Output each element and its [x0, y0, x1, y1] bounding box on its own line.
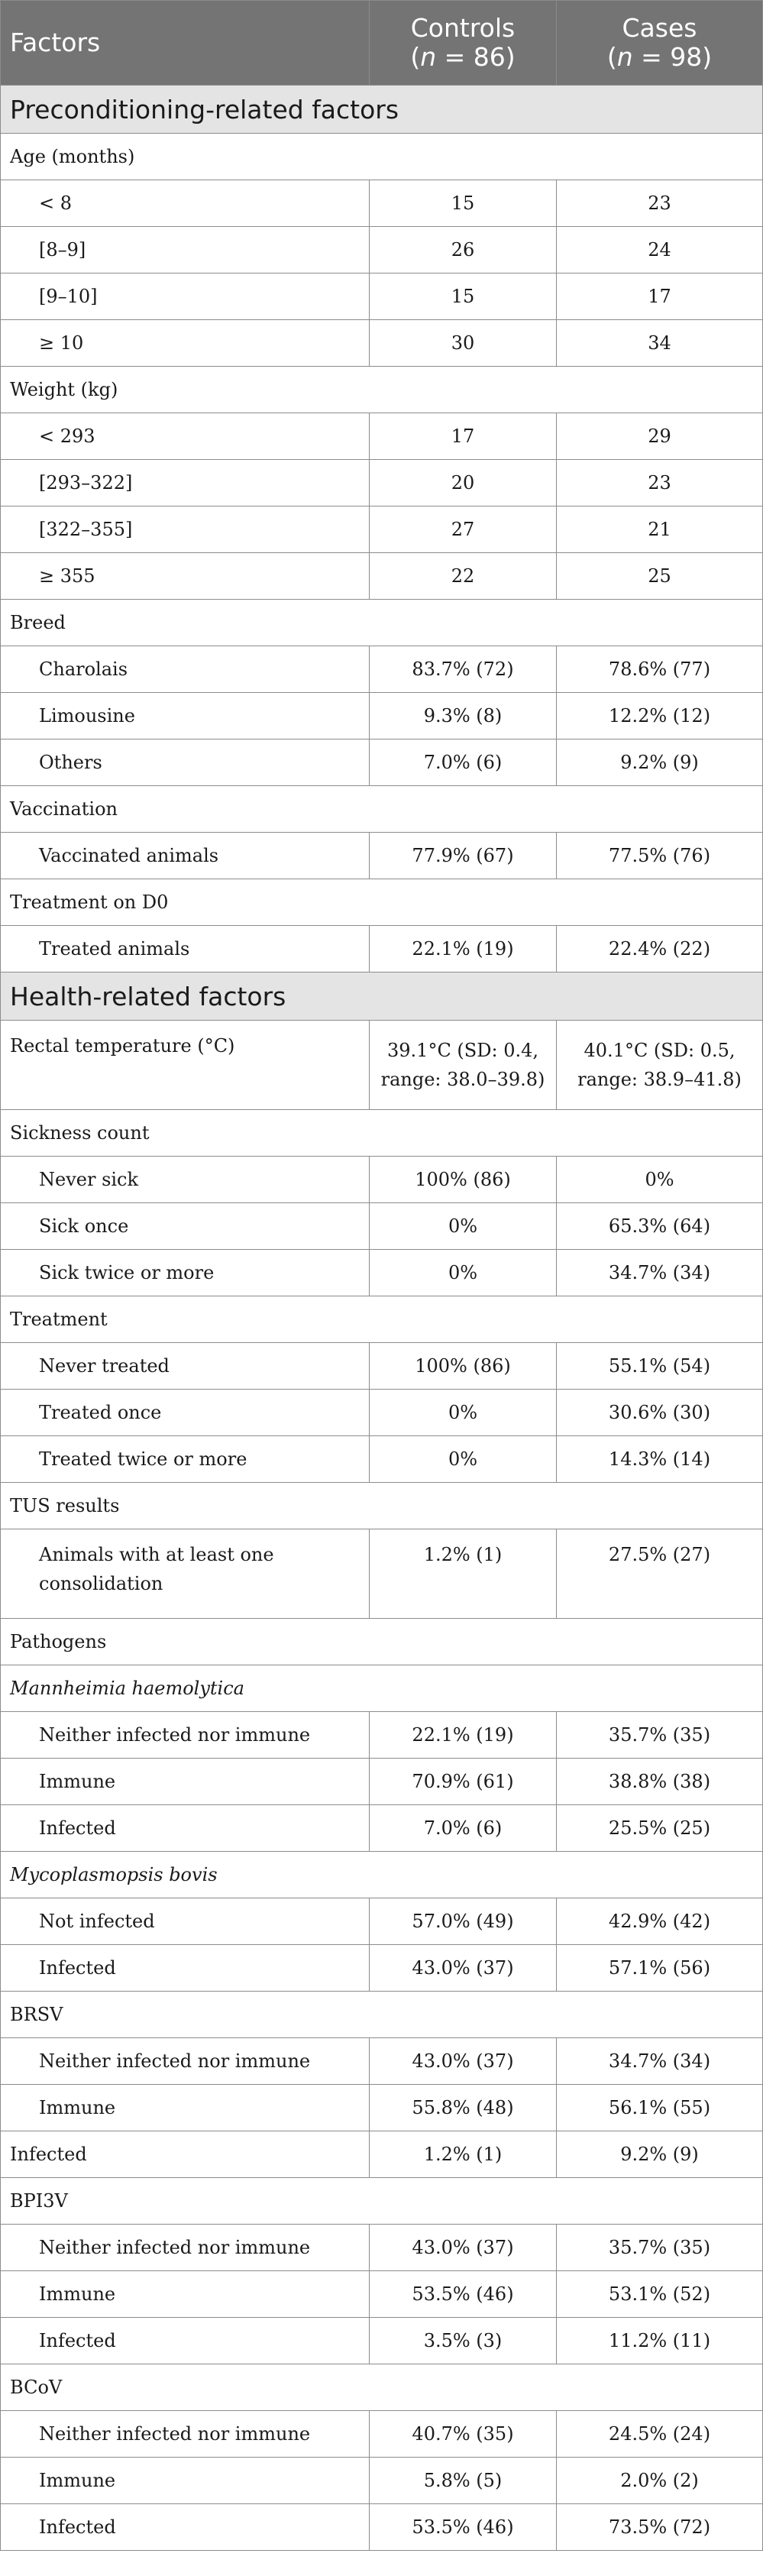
category-row [1, 1665, 763, 1712]
cases-value: 14.3% (14) [557, 1436, 763, 1483]
category-row [1, 1483, 763, 1529]
controls-value: 77.9% (67) [370, 833, 557, 879]
cases-value: 23 [557, 180, 763, 227]
controls-value: 1.2% (1) [370, 1529, 557, 1619]
controls-value: 0% [370, 1250, 557, 1296]
cases-value: 53.1% (52) [557, 2271, 763, 2318]
cases-value: 21 [557, 506, 763, 553]
cases-value: 34.7% (34) [557, 1250, 763, 1296]
controls-value: 57.0% (49) [370, 1898, 557, 1945]
table-header-row [1, 1, 763, 86]
category-label: Breed [1, 600, 763, 646]
category-label: BCoV [1, 2364, 763, 2411]
category-label: TUS results [1, 1483, 763, 1529]
controls-value: 39.1°C (SD: 0.4, range: 38.0–39.8) [370, 1021, 557, 1110]
controls-value: 7.0% (6) [370, 739, 557, 786]
table-row [1, 2458, 763, 2504]
controls-value: 5.8% (5) [370, 2458, 557, 2504]
cases-value: 17 [557, 273, 763, 320]
controls-value: 30 [370, 320, 557, 367]
cases-value: 77.5% (76) [557, 833, 763, 879]
row-label: Neither infected nor immune [1, 2411, 370, 2458]
row-label: [322–355] [1, 506, 370, 553]
row-label: Immune [1, 2271, 370, 2318]
table-row [1, 646, 763, 693]
cases-value: 25 [557, 553, 763, 600]
cases-value: 55.1% (54) [557, 1343, 763, 1390]
category-row [1, 1619, 763, 1665]
table-row [1, 1805, 763, 1852]
row-label: Animals with at least one consolidation [1, 1529, 370, 1619]
table-row [1, 506, 763, 553]
row-label: Immune [1, 2458, 370, 2504]
row-label: Immune [1, 1759, 370, 1805]
cases-value: 24 [557, 227, 763, 273]
table-row [1, 320, 763, 367]
table-row [1, 739, 763, 786]
table-row [1, 1945, 763, 1992]
controls-value: 7.0% (6) [370, 1805, 557, 1852]
cases-value: 29 [557, 413, 763, 460]
row-label: Treated animals [1, 926, 370, 972]
cases-value: 78.6% (77) [557, 646, 763, 693]
table-row [1, 2504, 763, 2551]
controls-value: 53.5% (46) [370, 2271, 557, 2318]
table-row [1, 2411, 763, 2458]
table-row [1, 926, 763, 972]
controls-value: 43.0% (37) [370, 1945, 557, 1992]
controls-value: 0% [370, 1390, 557, 1436]
cases-value: 24.5% (24) [557, 2411, 763, 2458]
row-label: Sick once [1, 1203, 370, 1250]
row-label: Never treated [1, 1343, 370, 1390]
row-label: Immune [1, 2085, 370, 2131]
table-row [1, 1436, 763, 1483]
controls-value: 43.0% (37) [370, 2225, 557, 2271]
category-label: Mannheimia haemolytica [1, 1665, 763, 1712]
row-label: < 8 [1, 180, 370, 227]
row-label: Infected [1, 1805, 370, 1852]
cases-value: 0% [557, 1157, 763, 1203]
table-row [1, 2131, 763, 2178]
table-row [1, 413, 763, 460]
row-label: Never sick [1, 1157, 370, 1203]
table-row [1, 1203, 763, 1250]
category-row [1, 1992, 763, 2038]
controls-value: 22.1% (19) [370, 926, 557, 972]
table-row [1, 1390, 763, 1436]
section-title-health: Health-related factors [1, 972, 763, 1021]
controls-value: 15 [370, 273, 557, 320]
category-label: BRSV [1, 1992, 763, 2038]
cases-value: 9.2% (9) [557, 2131, 763, 2178]
section-title-preconditioning: Preconditioning-related factors [1, 86, 763, 134]
cases-value: 73.5% (72) [557, 2504, 763, 2551]
cases-value: 42.9% (42) [557, 1898, 763, 1945]
category-label: Vaccination [1, 786, 763, 833]
category-label: BPI3V [1, 2178, 763, 2225]
row-label: < 293 [1, 413, 370, 460]
table-row [1, 1898, 763, 1945]
category-row [1, 367, 763, 413]
category-row [1, 134, 763, 180]
table-row [1, 833, 763, 879]
controls-value: 1.2% (1) [370, 2131, 557, 2178]
cases-value: 56.1% (55) [557, 2085, 763, 2131]
controls-value: 100% (86) [370, 1343, 557, 1390]
row-label: Others [1, 739, 370, 786]
controls-value: 40.7% (35) [370, 2411, 557, 2458]
row-label: Rectal temperature (°C) [1, 1021, 370, 1110]
category-row [1, 2178, 763, 2225]
row-label: [9–10] [1, 273, 370, 320]
header-controls: Controls (n = 86) [370, 1, 557, 86]
cases-value: 35.7% (35) [557, 2225, 763, 2271]
cases-value: 22.4% (22) [557, 926, 763, 972]
category-row [1, 1110, 763, 1157]
row-label: ≥ 355 [1, 553, 370, 600]
controls-value: 22.1% (19) [370, 1712, 557, 1759]
category-row [1, 2364, 763, 2411]
row-label: Neither infected nor immune [1, 1712, 370, 1759]
controls-value: 55.8% (48) [370, 2085, 557, 2131]
category-label: Pathogens [1, 1619, 763, 1665]
controls-value: 83.7% (72) [370, 646, 557, 693]
row-label: Vaccinated animals [1, 833, 370, 879]
table-row [1, 273, 763, 320]
row-label: ≥ 10 [1, 320, 370, 367]
section-row [1, 972, 763, 1021]
cases-value: 30.6% (30) [557, 1390, 763, 1436]
cases-value: 11.2% (11) [557, 2318, 763, 2364]
category-row [1, 1296, 763, 1343]
table-row [1, 1712, 763, 1759]
table-row [1, 1021, 763, 1110]
cases-value: 34 [557, 320, 763, 367]
controls-value: 3.5% (3) [370, 2318, 557, 2364]
row-label: [8–9] [1, 227, 370, 273]
category-label: Age (months) [1, 134, 763, 180]
table-row [1, 1157, 763, 1203]
table-row [1, 2085, 763, 2131]
category-label: Mycoplasmopsis bovis [1, 1852, 763, 1898]
table-row [1, 2038, 763, 2085]
cases-value: 2.0% (2) [557, 2458, 763, 2504]
cases-value: 65.3% (64) [557, 1203, 763, 1250]
row-label: Infected [1, 2318, 370, 2364]
cases-value: 57.1% (56) [557, 1945, 763, 1992]
controls-value: 20 [370, 460, 557, 506]
table-row [1, 553, 763, 600]
category-label: Treatment on D0 [1, 879, 763, 926]
table-row [1, 1529, 763, 1619]
header-cases: Cases (n = 98) [557, 1, 763, 86]
controls-value: 53.5% (46) [370, 2504, 557, 2551]
controls-value: 70.9% (61) [370, 1759, 557, 1805]
controls-value: 27 [370, 506, 557, 553]
table-row [1, 2225, 763, 2271]
row-label: Limousine [1, 693, 370, 739]
row-label: Not infected [1, 1898, 370, 1945]
row-label: Sick twice or more [1, 1250, 370, 1296]
row-label: Infected [1, 2131, 370, 2178]
table-row [1, 180, 763, 227]
controls-value: 26 [370, 227, 557, 273]
row-label: Infected [1, 2504, 370, 2551]
table-row [1, 1343, 763, 1390]
table-row [1, 227, 763, 273]
cases-value: 34.7% (34) [557, 2038, 763, 2085]
cases-value: 40.1°C (SD: 0.5, range: 38.9–41.8) [557, 1021, 763, 1110]
section-row [1, 86, 763, 134]
cases-value: 35.7% (35) [557, 1712, 763, 1759]
table-row [1, 693, 763, 739]
controls-value: 9.3% (8) [370, 693, 557, 739]
cases-value: 12.2% (12) [557, 693, 763, 739]
category-row [1, 1852, 763, 1898]
row-label: Charolais [1, 646, 370, 693]
controls-value: 0% [370, 1436, 557, 1483]
cases-value: 25.5% (25) [557, 1805, 763, 1852]
row-label: Treated once [1, 1390, 370, 1436]
cases-value: 23 [557, 460, 763, 506]
controls-value: 17 [370, 413, 557, 460]
row-label: Treated twice or more [1, 1436, 370, 1483]
header-factors: Factors [1, 1, 370, 86]
cases-value: 27.5% (27) [557, 1529, 763, 1619]
category-label: Weight (kg) [1, 367, 763, 413]
category-row [1, 786, 763, 833]
table-row [1, 2318, 763, 2364]
category-label: Sickness count [1, 1110, 763, 1157]
category-row [1, 879, 763, 926]
row-label: [293–322] [1, 460, 370, 506]
row-label: Neither infected nor immune [1, 2225, 370, 2271]
category-row [1, 600, 763, 646]
cases-value: 38.8% (38) [557, 1759, 763, 1805]
table-row [1, 1759, 763, 1805]
controls-value: 43.0% (37) [370, 2038, 557, 2085]
cases-value: 9.2% (9) [557, 739, 763, 786]
controls-value: 22 [370, 553, 557, 600]
table-row [1, 1250, 763, 1296]
row-label: Infected [1, 1945, 370, 1992]
table-row [1, 2271, 763, 2318]
table-row [1, 460, 763, 506]
controls-value: 100% (86) [370, 1157, 557, 1203]
controls-value: 0% [370, 1203, 557, 1250]
controls-value: 15 [370, 180, 557, 227]
row-label: Neither infected nor immune [1, 2038, 370, 2085]
category-label: Treatment [1, 1296, 763, 1343]
